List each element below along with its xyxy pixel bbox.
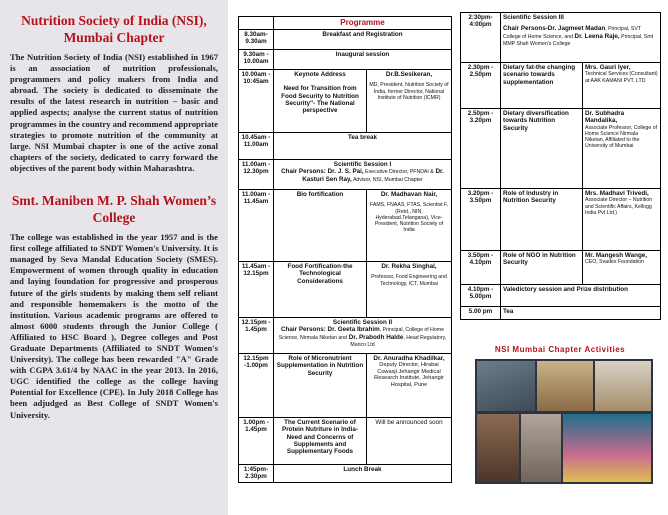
photo-group-1 [477,361,535,411]
table-row: 8.30am-9.30am Breakfast and Registration [239,30,452,50]
activities-title: NSI Mumbai Chapter Activities [494,345,626,354]
table-row: 2:30pm- 4:00pm Scientific Session III Chair Persons-Dr. Jagmeet Madan, Principal, SVT College of Home Science, and Dr. Leena Raje, Principal, Smt MMP Shah Women's College [461,13,661,63]
table-row: 10.00am - 10:45am Keynote Address Need for Transition from Food Security to Nutrition Security"- The National perspective Dr.B.Sesikeran, MD, President, Nutrition Society of India, former Director, National Institute of Nutrition (ICMR) [239,70,452,133]
college-description: The college was established in the year 1957 and is the first college affiliated to SNDT Women's University. It is managed by Seva Mandal Education Society (SMES). Empowerment of women through quality in education and laying foundation for progressive and prosperous future of the girls students by making them self reliant and responsible homemakers is the motto of the institution. Various academic programs are offered to almost 6000 students through the Junior College ( Affiliated to HSC Board ), Degree colleges and Post Graduate Departments (Affiliated to SNDT Women's University). The college has been rewarded "A" Grade with CGPA 3.61/4 by NAAC in the year 2013. In 2016, UGC identified the college as the college having Potential for Excellence (CPE). In July 2018 College has been adjudged as Best College of SNDT Women's University. [10,232,218,420]
nsi-description: The Nutrition Society of India (NSI) established in 1967 is an association of nutrition professionals, programmers and policy makers from India and abroad. The society is dedicated to disseminate the results of the latest research in nutrition – basic and applied aspects; analyse the current status of nutrition programmes in the country and recommend appropriate strategies to promote nutrition of the community at large. NSI Mumbai chapter is one of the active zonal chapters of the society, dedicated to carry forward the objectives of the parent body within Maharashtra. [10,52,218,173]
table-row: 9.30am - 10.00am Inaugural session [239,50,452,70]
nsi-title: Nutrition Society of India (NSI), Mumbai Chapter [21,13,207,45]
programme-title: Programme [274,17,452,30]
photo-group-6 [563,414,651,482]
table-row: 2.30pm - 2.50pm Dietary fat-the changing scenario towards supplementation Mrs. Gauri Iyer, Technical Services (Consultant) at AAK KAMANI PVT. LTD [461,63,661,109]
table-row: 11.45am - 12.15pm Food Fortification-the Technological Considerations Dr. Rekha Singhal, Professor, Food Engineering and Technology, ICT, Mumbai [239,262,452,318]
table-row: 2.50pm - 3.20pm Dietary diversification towards Nutrition Security Dr. Subhadra Mandalika, Associate Professor, College of Home Science Nirmala Niketan, Affiliated to the University of Mumbai [461,109,661,189]
table-row: 4.10pm - 5.00pm Valedictory session and Prize distribution [461,285,661,307]
table-row: 11.00am - 12.30pm Scientific Session I Chair Persons: Dr. J. S. Pai, Executive Director, PFNDAI & Dr. Kasturi Sen Ray, Advisor, NSI, Mumbai Chapter [239,160,452,190]
activities-photo-collage [475,359,653,484]
table-row: 5.00 pm Tea [461,307,661,320]
photo-group-5 [521,414,561,482]
table-row: 3.20pm - 3.50pm Role of Industry in Nutrition Security Mrs. Madhavi Trivedi, Associate Director – Nutrition and Scientific Affairs, Kellogg India Pvt Ltd.) [461,189,661,251]
photo-group-3 [595,361,651,411]
table-row: 11.00am - 11.45am Bio fortification Dr. Madhavan Nair, FAMS, FNAAS, FTAS, Scientist F, (Retd., NIN, Hyderabad,Telangana), Vice-President, Nutrition Society of India [239,190,452,262]
table-row: 12.15pm - 1.45pm Scientific Session II Chair Persons: Dr. Geeta Ibrahim, Principal, College of Home Science, Nirmala Niketan and Dr. Prabodh Halde, Head Regulatory, Marico Ltd [239,318,452,354]
photo-group-2 [537,361,593,411]
table-row: 12.15pm -1.00pm Role of Micronutrient Supplementation in Nutrition Security Dr. Anuradha Khadilkar, Deputy Director, Hirabai Cowasji Jehangir Medical Research Institute, Jehangir Hospital, Pune [239,354,452,418]
programme-table-2 [460,12,660,320]
table-row [239,17,452,30]
photo-group-4 [477,414,519,482]
table-row: 1:45pm- 2.30pm Lunch Break [239,465,452,483]
college-title: Smt. Maniben M. P. Shah Women’s College [11,193,217,226]
table-row: 10.45am - 11.00am Tea break [239,133,452,160]
programme-table-1 [238,16,451,483]
table-row: 1.00pm - 1.45pm The Current Scenario of Protein Nutriture in India- Need and Concerns of Supplements and Supplementary Foods Will be announced soon [239,418,452,465]
about-panel [0,0,228,515]
table-row: 3.50pm - 4.10pm Role of NGO in Nutrition Security Mr. Mangesh Wange, CEO, Svades Foundation [461,251,661,285]
